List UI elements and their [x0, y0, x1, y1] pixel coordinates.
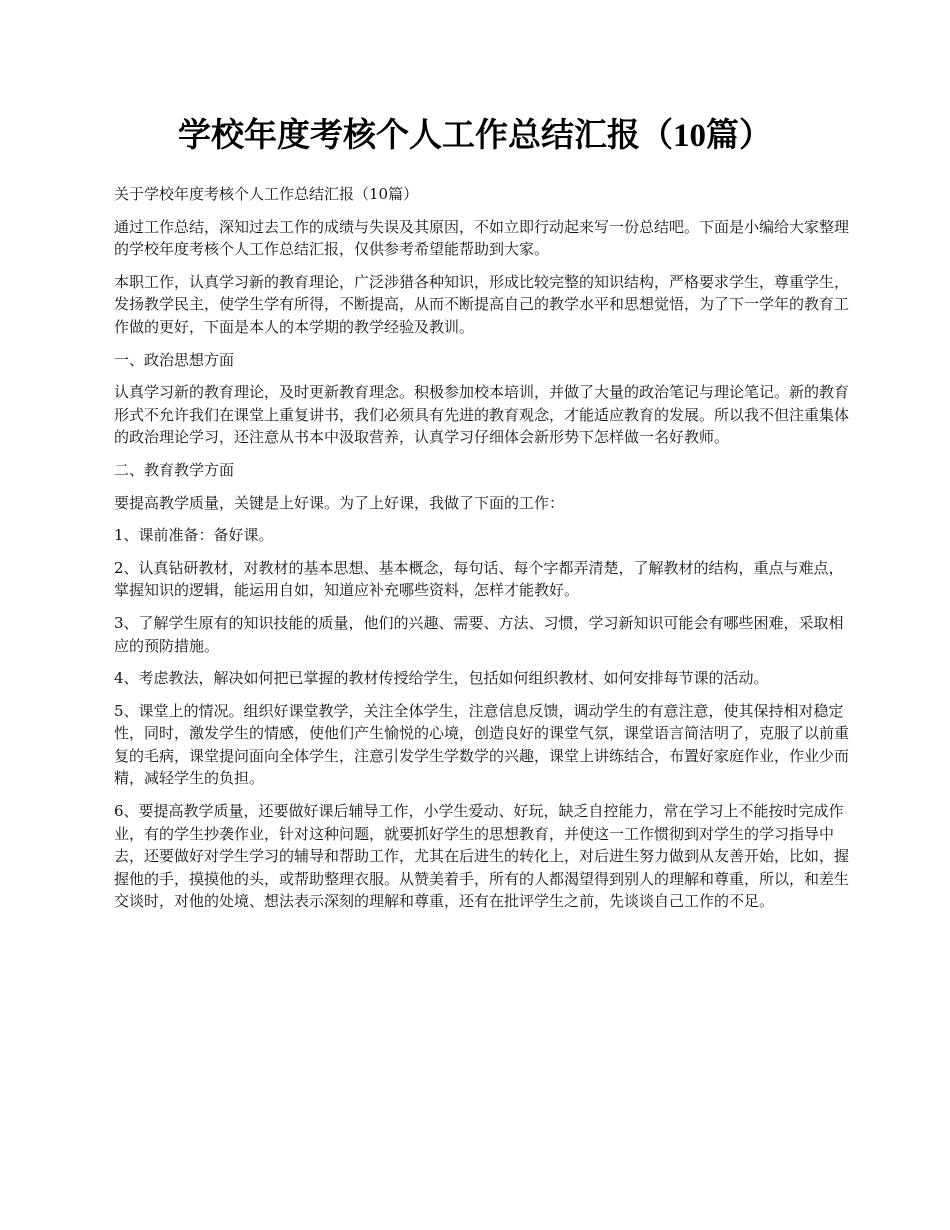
list-item-1: 1、课前准备：备好课。 — [114, 526, 274, 545]
section-heading-politics: 一、政治思想方面 — [114, 350, 235, 369]
list-item-2: 2、认真钻研教材，对教材的基本思想、基本概念，每句话、每个字都弄清楚，了解教材的结构，重点与难点，掌握知识的逻辑，能运用自如，知道应补充哪些资料，怎样才能教好。 — [114, 558, 844, 600]
teaching-intro-paragraph: 要提高教学质量，关键是上好课。为了上好课，我做了下面的工作： — [114, 493, 565, 512]
subtitle-paragraph: 关于学校年度考核个人工作总结汇报（10篇） — [114, 185, 419, 203]
list-item-4: 4、考虑教法，解决如何把已掌握的教材传授给学生，包括如何组织教材、如何安排每节课的活动。 — [114, 669, 769, 688]
politics-paragraph: 认真学习新的教育理论，及时更新教育理念。积极参加校本培训，并做了大量的政治笔记与理论笔记。新的教育形式不允许我们在课堂上重复讲书，我们必须具有先进的教育观念，才能适应教育的发展。所以我不但注重集体的政治理论学习，还注意从书本中汲取营养，认真学习仔细体会新形势下怎样做一名好教师。 — [114, 383, 850, 447]
list-item-6: 6、要提高教学质量，还要做好课后辅导工作，小学生爱动、好玩，缺乏自控能力，常在学习上不能按时完成作业，有的学生抄袭作业，针对这种问题，就要抓好学生的思想教育，并使这一工作惯彻到对学生的学习指导中去，还要做好对学生学习的辅导和帮助工作，尤其在后进生的转化上，对后进生努力做到从友善开始，比如，握握他的手，摸摸他的头，或帮助整理衣服。从赞美着手，所有的人都渴望得到别人的理解和尊重，所以，和差生交谈时，对他的处境、想法表示深刻的理解和尊重，还有在批评学生之前，先谈谈自己工作的不足。 — [114, 802, 850, 911]
intro-paragraph: 通过工作总结，深知过去工作的成绩与失误及其原因，不如立即行动起来写一份总结吧。下面是小编给大家整理的学校年度考核个人工作总结汇报，仅供参考希望能帮助到大家。 — [114, 217, 850, 259]
document-title: 学校年度考核个人工作总结汇报（10篇） — [178, 118, 772, 154]
section-heading-teaching: 二、教育教学方面 — [114, 460, 235, 479]
list-item-5: 5、课堂上的情况。组织好课堂教学，关注全体学生，注意信息反馈，调动学生的有意注意，使其保持相对稳定性，同时，激发学生的情感，使他们产生愉悦的心境，创造良好的课堂气氛，课堂语言简洁明了，克服了以前重复的毛病，课堂提问面向全体学生，注意引发学生学数学的兴趣，课堂上讲练结合，布置好家庭作业，作业少而精，减轻学生的负担。 — [114, 701, 850, 788]
list-item-3: 3、了解学生原有的知识技能的质量，他们的兴趣、需要、方法、习惯，学习新知识可能会有哪些困难，采取相应的预防措施。 — [114, 613, 844, 655]
overview-paragraph: 本职工作，认真学习新的教育理论，广泛涉猎各种知识，形成比较完整的知识结构，严格要求学生，尊重学生，发扬教学民主，使学生学有所得，不断提高，从而不断提高自己的教学水平和思想觉悟，为了下一学年的教育工作做的更好，下面是本人的本学期的教学经验及教训。 — [114, 272, 850, 336]
document-body — [114, 183, 852, 923]
